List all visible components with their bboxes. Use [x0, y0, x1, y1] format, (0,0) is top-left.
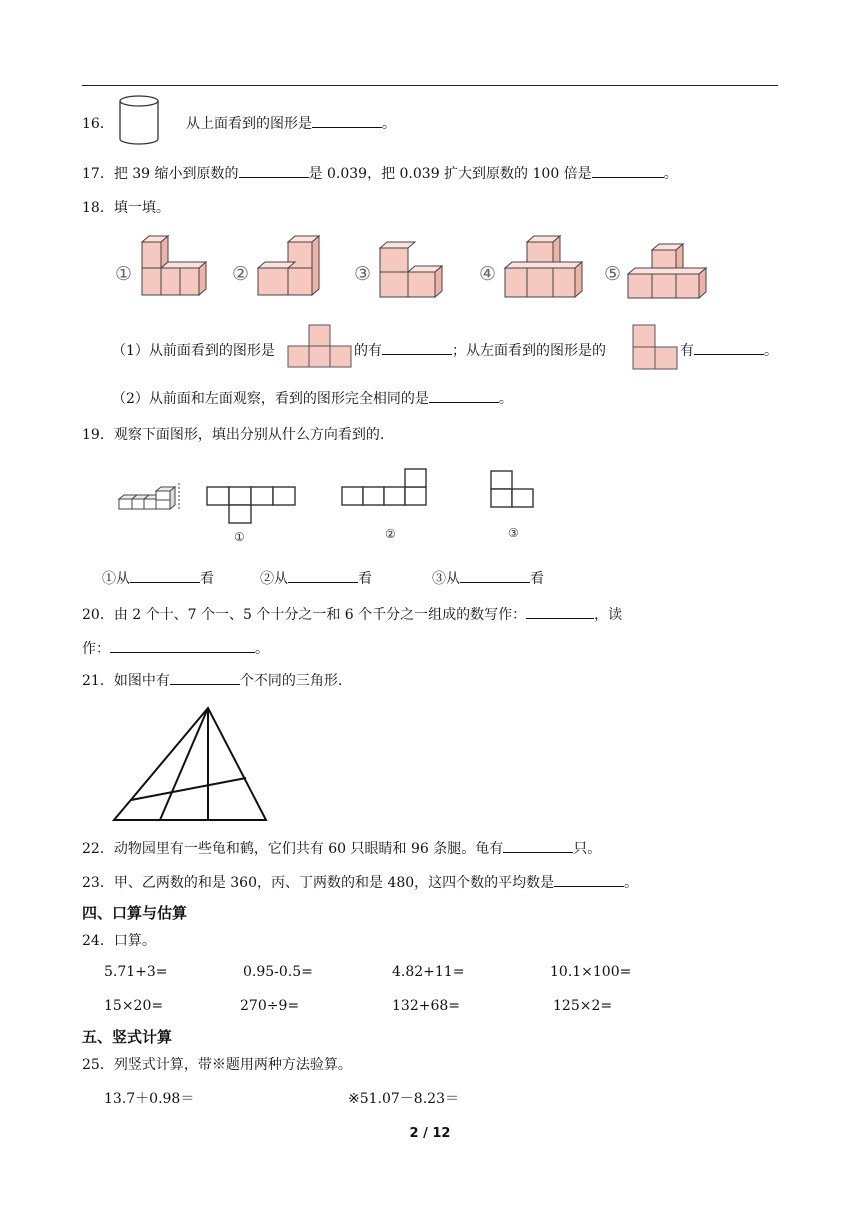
q18-sub1-text-3: ；从左面看到的图形是的 — [452, 343, 606, 359]
triangle-figure — [110, 702, 272, 824]
q17-text-2: 是 0.039，把 0.039 扩大到原数的 100 倍是 — [308, 166, 592, 182]
q18-sub2-text: （2）从前面和左面观察，看到的图形完全相同的是 — [112, 391, 429, 407]
q22-text-1: 动物园里有一些龟和鹤，它们共有 60 只眼睛和 96 条腿。龟有 — [113, 841, 504, 857]
q16-end: 。 — [382, 116, 396, 132]
section-5-heading: 五、竖式计算 — [82, 1028, 173, 1046]
q19-answer-3-pre: ③从 — [432, 571, 460, 587]
view-shape-3 — [491, 471, 533, 507]
q19-answer-2-pre: ②从 — [260, 571, 288, 587]
q22-blank[interactable] — [503, 838, 573, 853]
cube-figure-5 — [628, 244, 706, 298]
q18-sub1-blank-1[interactable] — [382, 340, 452, 355]
q18-cube-figures — [112, 228, 722, 306]
q17-line — [82, 163, 678, 183]
q24-item-6: 270÷9= — [240, 998, 300, 1014]
q17-text-1: 把 39 缩小到原数的 — [113, 166, 239, 182]
q20-number: 20． — [82, 607, 114, 623]
q24-item-3: 4.82+11= — [392, 964, 465, 980]
q16-number: 16． — [82, 116, 114, 132]
q24-title: 口算。 — [113, 933, 156, 949]
q16-line — [186, 113, 396, 133]
q23-line — [82, 872, 638, 892]
q16-text: 从上面看到的图形是 — [186, 116, 312, 132]
q19-answer-2 — [260, 568, 372, 588]
q18-line — [82, 197, 170, 217]
q17-number: 17． — [82, 166, 114, 182]
q23-number: 23． — [82, 875, 114, 891]
q24-item-5: 15×20= — [104, 998, 164, 1014]
q21-line — [82, 670, 342, 690]
cube-figure-1 — [142, 236, 206, 295]
q18-sub2-end: 。 — [498, 391, 513, 407]
header-rule — [82, 85, 778, 86]
q19-figure-label-2: ② — [385, 527, 396, 541]
q19-line — [82, 424, 384, 444]
q16-answer-blank[interactable] — [312, 113, 382, 128]
q24-item-1: 5.71+3= — [104, 964, 168, 980]
q18-label-1: ① — [115, 263, 133, 285]
q25-item-1: 13.7＋0.98＝ — [104, 1091, 195, 1107]
q18-sub1-blank-2[interactable] — [694, 340, 764, 355]
q19-number: 19． — [82, 427, 114, 443]
cylinder-figure — [118, 93, 162, 149]
front-view-t-shape — [288, 324, 352, 368]
q21-blank[interactable] — [170, 670, 240, 685]
q18-label-3: ③ — [354, 263, 372, 285]
section-4-heading: 四、口算与估算 — [82, 904, 188, 922]
q20-text-3: 作： — [82, 641, 110, 657]
q18-sub1-line-c — [680, 340, 778, 360]
q24-line — [82, 930, 156, 950]
q22-text-2: 只。 — [573, 841, 602, 857]
q20-line-2 — [82, 638, 269, 658]
q17-end: 。 — [663, 166, 678, 182]
q19-answer-3-blank[interactable] — [460, 568, 530, 583]
q21-number: 21． — [82, 673, 114, 689]
q20-blank-2[interactable] — [110, 638, 255, 653]
q18-sub1-line — [112, 340, 275, 360]
q19-answer-1-post: 看 — [200, 571, 214, 587]
q20-end: 。 — [255, 641, 269, 657]
q20-text-1: 由 2 个十、7 个一、5 个十分之一和 6 个千分之一组成的数写作： — [113, 607, 527, 623]
q18-sub1-text-2: 的有 — [354, 343, 382, 359]
q19-answer-1-blank[interactable] — [130, 568, 200, 583]
left-view-l-shape — [632, 324, 678, 370]
q17-blank-2[interactable] — [592, 163, 664, 178]
q17-blank-1[interactable] — [239, 163, 309, 178]
q18-sub2-line — [112, 388, 513, 408]
q22-number: 22． — [82, 841, 114, 857]
cube-figure-2 — [258, 236, 319, 295]
q24-item-8: 125×2= — [553, 998, 613, 1014]
q24-item-7: 132+68= — [392, 998, 460, 1014]
q19-figure-label-3: ③ — [508, 526, 519, 540]
q19-figure-label-1: ① — [234, 530, 245, 544]
q22-line — [82, 838, 601, 858]
q23-text: 甲、乙两数的和是 360，丙、丁两数的和是 480，这四个数的平均数是 — [113, 875, 555, 891]
q24-item-4: 10.1×100= — [550, 964, 632, 980]
q19-answer-2-blank[interactable] — [288, 568, 358, 583]
cube-figure-3 — [380, 242, 442, 297]
q18-label-2: ② — [232, 263, 250, 285]
solid-cubes-sketch — [119, 483, 179, 511]
q25-number: 25． — [82, 1057, 114, 1073]
q25-item-2: ※51.07－8.23＝ — [348, 1091, 459, 1107]
q19-answer-3 — [432, 568, 544, 588]
q20-line-1 — [82, 604, 622, 624]
q19-answer-1-pre: ①从 — [102, 571, 130, 587]
q18-sub1-text-1: （1）从前面看到的图形是 — [112, 343, 275, 359]
cube-figure-4 — [505, 236, 582, 297]
q19-views-figure — [115, 465, 545, 550]
q24-number: 24． — [82, 933, 114, 949]
q20-text-2: ，读 — [594, 607, 623, 623]
q19-answer-3-post: 看 — [530, 571, 544, 587]
q25-title: 列竖式计算，带※题用两种方法验算。 — [113, 1057, 352, 1073]
q25-line — [82, 1054, 352, 1074]
page-number: 2 / 12 — [409, 1126, 451, 1141]
q18-label-5: ⑤ — [604, 263, 622, 285]
q21-text-1: 如图中有 — [113, 673, 170, 689]
q19-answer-1 — [102, 568, 214, 588]
q24-item-2: 0.95-0.5= — [243, 964, 313, 980]
q20-blank-1[interactable] — [526, 604, 594, 619]
q18-sub1-text-4: 有 — [680, 343, 694, 359]
q19-answer-2-post: 看 — [358, 571, 372, 587]
q23-end: 。 — [624, 875, 639, 891]
q18-sub2-blank[interactable] — [429, 388, 499, 403]
view-shape-2 — [342, 469, 426, 505]
q18-number: 18． — [82, 200, 114, 216]
q19-title: 观察下面图形，填出分别从什么方向看到的. — [113, 427, 385, 443]
q21-text-2: 个不同的三角形. — [239, 673, 343, 689]
q18-label-4: ④ — [479, 263, 497, 285]
q18-title: 填一填。 — [113, 200, 170, 216]
q23-blank[interactable] — [554, 872, 624, 887]
q18-sub1-line-b — [354, 340, 606, 360]
view-shape-1 — [207, 487, 295, 523]
q18-sub1-end: 。 — [764, 343, 778, 359]
